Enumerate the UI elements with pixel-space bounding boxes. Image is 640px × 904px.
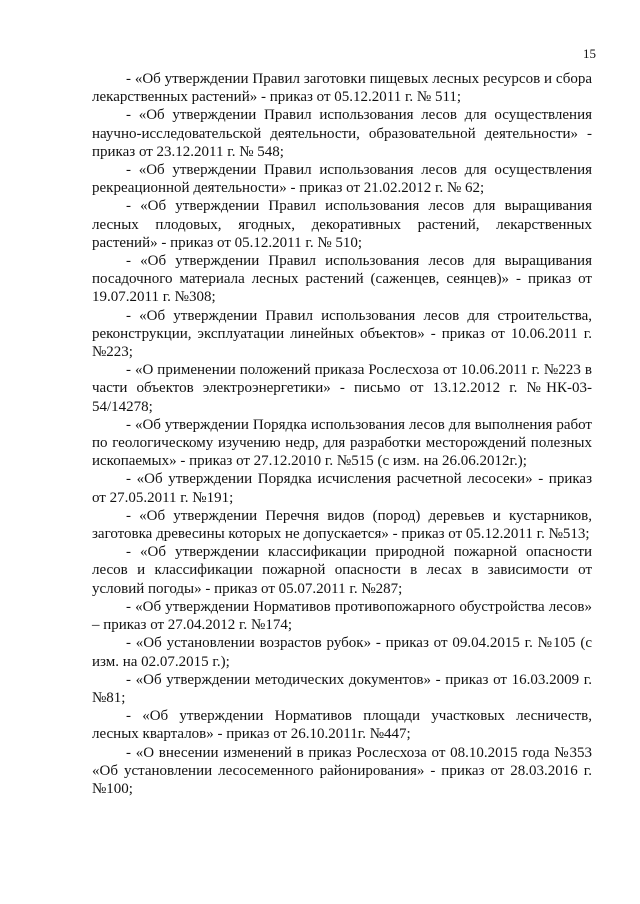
list-item: - «Об утверждении Нормативов площади участковых лесничеств, лесных кварталов» - приказ от 26.10.2011г. №447; bbox=[92, 708, 592, 743]
page-number: 15 bbox=[583, 46, 596, 61]
list-item: - «Об утверждении методических документов» - приказ от 16.03.2009 г. №81; bbox=[92, 671, 592, 706]
list-item: - «Об утверждении Правил использования лесов для выращивания посадочного материала лесных растений (саженцев, сеянцев)» - приказ от 19.07.2011 г. №308; bbox=[92, 253, 592, 306]
list-item: - «Об утверждении Перечня видов (пород) деревьев и кустарников, заготовка древесины которых не допускается» - приказ от 05.12.2011 г. №513; bbox=[92, 507, 592, 543]
list-item: - «Об утверждении Правил использования лесов для выращивания лесных плодовых, ягодных, декоративных растений, лекарственных растений» - приказ от 05.12.2011 г. № 510; bbox=[92, 198, 592, 251]
list-item: - «Об утверждении Порядка использования лесов для выполнения работ по геологическому изучению недр, для разработки месторождений полезных ископаемых» - приказ от 27.12.2010 г. №515 (с изм. на 26.06.2012г.); bbox=[92, 416, 592, 470]
list-item: - «Об утверждении Правил использования лесов для строительства, реконструкции, эксплуатации линейных объектов» - приказ от 10.06.2011 г. №223; bbox=[92, 307, 592, 361]
list-item: - «Об утверждении Порядка исчисления расчетной лесосеки» - приказ от 27.05.2011 г. №191; bbox=[92, 471, 592, 506]
list-item: - «Об утверждении Правил использования лесов для осуществления рекреационной деятельности» - приказ от 21.02.2012 г. № 62; bbox=[92, 162, 592, 197]
list-item: - «О применении положений приказа Рослесхоза от 10.06.2011 г. №223 в части объектов электроэнергетики» - письмо от 13.12.2012 г. №НК-03-54/14278; bbox=[92, 362, 592, 415]
list-item: - «Об утверждении Нормативов противопожарного обустройства лесов» – приказ от 27.04.2012 г. №174; bbox=[92, 598, 592, 634]
list-item: - «О внесении изменений в приказ Рослесхоза от 08.10.2015 года №353 «Об установлении лесосеменного районирования» - приказ от 28.03.2016 г. №100; bbox=[92, 744, 592, 797]
list-item: - «Об утверждении Правил использования лесов для осуществления научно-исследовательской деятельности, образовательной деятельности» - приказ от 23.12.2011 г. № 548; bbox=[92, 107, 592, 160]
list-item: - «Об утверждении Правил заготовки пищевых лесных ресурсов и сбора лекарственных растений» - приказ от 05.12.2011 г. № 511; bbox=[92, 71, 592, 106]
list-item: - «Об утверждении классификации природной пожарной опасности лесов и классификации пожарной опасности в лесах в зависимости от условий погоды» - приказ от 05.07.2011 г. №287; bbox=[92, 544, 592, 597]
list-item: - «Об установлении возрастов рубок» - приказ от 09.04.2015 г. №105 (с изм. на 02.07.2015 г.); bbox=[92, 635, 592, 670]
document-body bbox=[92, 70, 592, 798]
